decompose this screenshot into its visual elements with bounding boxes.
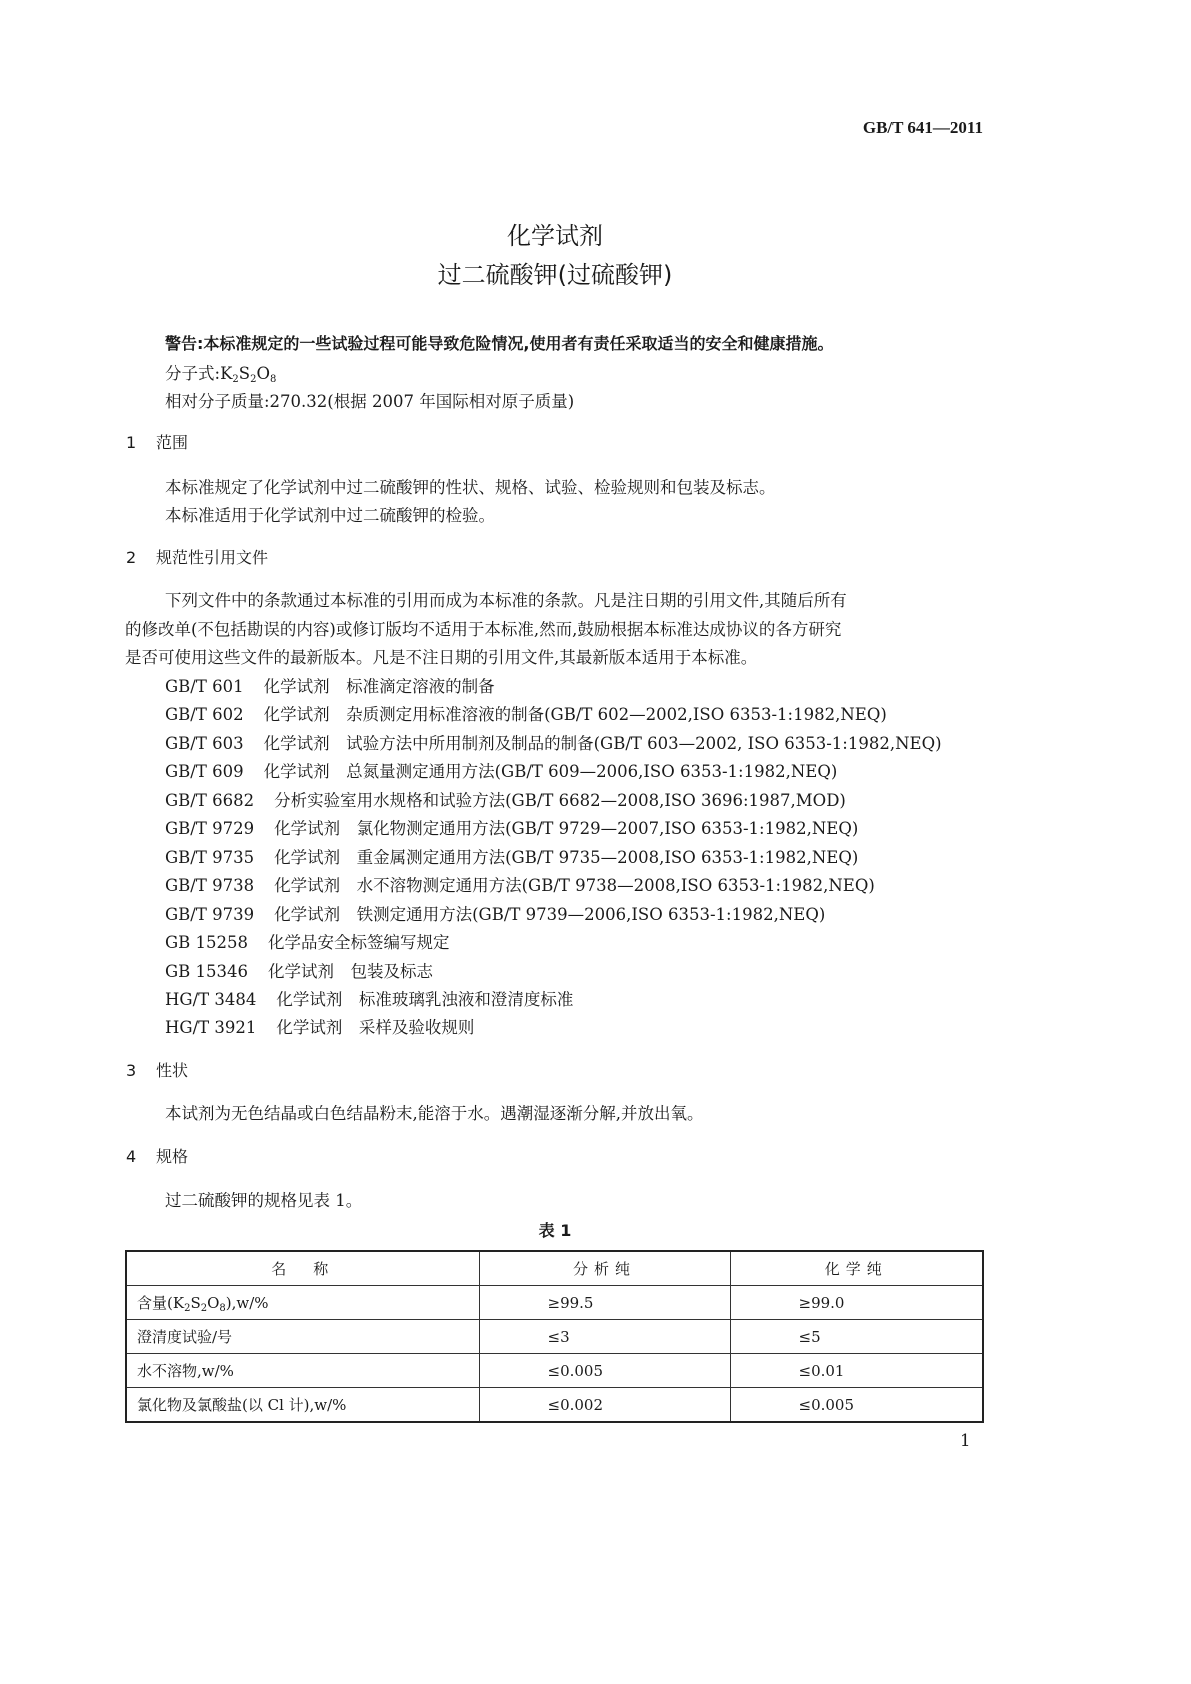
- reference-title: 化学试剂 铁测定通用方法(GB/T 9739—2006,ISO 6353-1:1982,NEQ): [274, 904, 826, 924]
- row-cp: ≤0.005: [730, 1388, 983, 1423]
- paragraph: 下列文件中的条款通过本标准的引用而成为本标准的条款。凡是注日期的引用文件,其随后所有: [165, 591, 847, 610]
- row-name: 氯化物及氯酸盐(以 Cl 计),w/%: [126, 1388, 479, 1423]
- reference-item: [165, 676, 495, 698]
- row-name: 水不溶物,w/%: [126, 1354, 479, 1388]
- spec-table: [125, 1250, 984, 1423]
- paragraph: 本试剂为无色结晶或白色结晶粉末,能溶于水。遇潮湿逐渐分解,并放出氧。: [165, 1104, 704, 1123]
- reference-item: [165, 875, 875, 897]
- reference-title: 化学试剂 采样及验收规则: [276, 1018, 475, 1038]
- reference-item: [165, 704, 887, 726]
- section-4-heading: 4 规格: [126, 1147, 189, 1166]
- table-header-row: [126, 1251, 983, 1286]
- row-ar: ≤0.005: [479, 1354, 730, 1388]
- table-row: [126, 1388, 983, 1423]
- paragraph: 的修改单(不包括勘误的内容)或修订版均不适用于本标准,然而,鼓励根据本标准达成协议的各方研究: [125, 620, 842, 639]
- reference-code: HG/T 3921: [165, 1018, 257, 1038]
- table-row: [126, 1286, 983, 1320]
- paragraph: 本标准适用于化学试剂中过二硫酸钾的检验。: [165, 506, 495, 525]
- paragraph: 过二硫酸钾的规格见表 1。: [165, 1191, 363, 1210]
- header-ar: 分析纯: [479, 1251, 730, 1286]
- reference-code: GB/T 9739: [165, 904, 255, 924]
- reference-item: [165, 761, 837, 783]
- molecular-formula: 分子式$:K_2S_2O_8$: [165, 364, 277, 385]
- reference-title: 化学试剂 包装及标志: [268, 961, 434, 981]
- row-cp: ≤0.01: [730, 1354, 983, 1388]
- row-ar: ≤0.002: [479, 1388, 730, 1423]
- standard-number: GB/T 641—2011: [862, 118, 983, 137]
- title-line1: 化学试剂: [507, 222, 603, 250]
- reference-code: GB/T 603: [165, 733, 244, 753]
- reference-item: [165, 961, 433, 983]
- reference-item: [165, 932, 450, 954]
- reference-title: 化学试剂 标准滴定溶液的制备: [263, 677, 495, 696]
- reference-item: [165, 818, 858, 840]
- reference-title: 化学品安全标签编写规定: [268, 933, 450, 953]
- molar-mass: 相对分子质量:270.32(根据 2007 年国际相对原子质量): [165, 392, 575, 411]
- table-row: [126, 1320, 983, 1354]
- row-ar: ≥99.5: [479, 1286, 730, 1320]
- page-number: 1: [960, 1431, 971, 1450]
- section-1-heading: 1 范围: [126, 433, 189, 452]
- reference-code: GB/T 9735: [165, 847, 255, 867]
- table-row: [126, 1354, 983, 1388]
- reference-code: GB/T 602: [165, 705, 244, 725]
- reference-title: 化学试剂 氯化物测定通用方法(GB/T 9729—2007,ISO 6353-1:1982,NEQ): [274, 819, 859, 839]
- reference-title: 分析实验室用水规格和试验方法(GB/T 6682—2008,ISO 3696:1987,MOD): [274, 790, 846, 810]
- reference-item: [165, 989, 573, 1011]
- reference-item: [165, 1017, 474, 1039]
- reference-code: GB 15258: [165, 933, 249, 953]
- reference-item: [165, 790, 846, 812]
- row-cp: ≤5: [730, 1320, 983, 1354]
- row-cp: ≥99.0: [730, 1286, 983, 1320]
- reference-title: 化学试剂 水不溶物测定通用方法(GB/T 9738—2008,ISO 6353-1:1982,NEQ): [274, 876, 875, 896]
- reference-item: [165, 847, 858, 869]
- reference-title: 化学试剂 杂质测定用标准溶液的制备(GB/T 602—2002,ISO 6353-1:1982,NEQ): [263, 705, 887, 725]
- reference-title: 化学试剂 试验方法中所用制剂及制品的制备(GB/T 603—2002, ISO 6353-1:1982,NEQ): [263, 733, 942, 753]
- reference-code: GB/T 601: [165, 677, 244, 696]
- reference-item: [165, 904, 825, 926]
- section-2-heading: 2 规范性引用文件: [126, 548, 269, 567]
- row-name: 澄清度试验/号: [126, 1320, 479, 1354]
- reference-title: 化学试剂 重金属测定通用方法(GB/T 9735—2008,ISO 6353-1:1982,NEQ): [274, 847, 859, 867]
- paragraph: 本标准规定了化学试剂中过二硫酸钾的性状、规格、试验、检验规则和包装及标志。: [165, 478, 776, 497]
- warning: 警告:本标准规定的一些试验过程可能导致危险情况,使用者有责任采取适当的安全和健康措施。: [165, 334, 834, 353]
- row-name: 含量$(K_2S_2O_8),w/\%$: [126, 1286, 479, 1320]
- reference-title: 化学试剂 标准玻璃乳浊液和澄清度标准: [276, 989, 574, 1009]
- paragraph: 是否可使用这些文件的最新版本。凡是不注日期的引用文件,其最新版本适用于本标准。: [125, 648, 758, 667]
- reference-title: 化学试剂 总氮量测定通用方法(GB/T 609—2006,ISO 6353-1:1982,NEQ): [263, 762, 838, 782]
- reference-code: GB/T 6682: [165, 790, 255, 810]
- table-caption: 表 1: [538, 1221, 572, 1240]
- reference-item: [165, 733, 942, 755]
- header-name: 名 称: [126, 1251, 479, 1286]
- header-cp: 化学纯: [730, 1251, 983, 1286]
- row-ar: ≤3: [479, 1320, 730, 1354]
- reference-code: HG/T 3484: [165, 989, 257, 1009]
- reference-code: GB/T 609: [165, 762, 244, 782]
- reference-code: GB/T 9738: [165, 876, 255, 896]
- title-line2: 过二硫酸钾(过硫酸钾): [437, 261, 673, 289]
- reference-code: GB/T 9729: [165, 819, 255, 839]
- section-3-heading: 3 性状: [126, 1061, 189, 1080]
- reference-code: GB 15346: [165, 961, 249, 981]
